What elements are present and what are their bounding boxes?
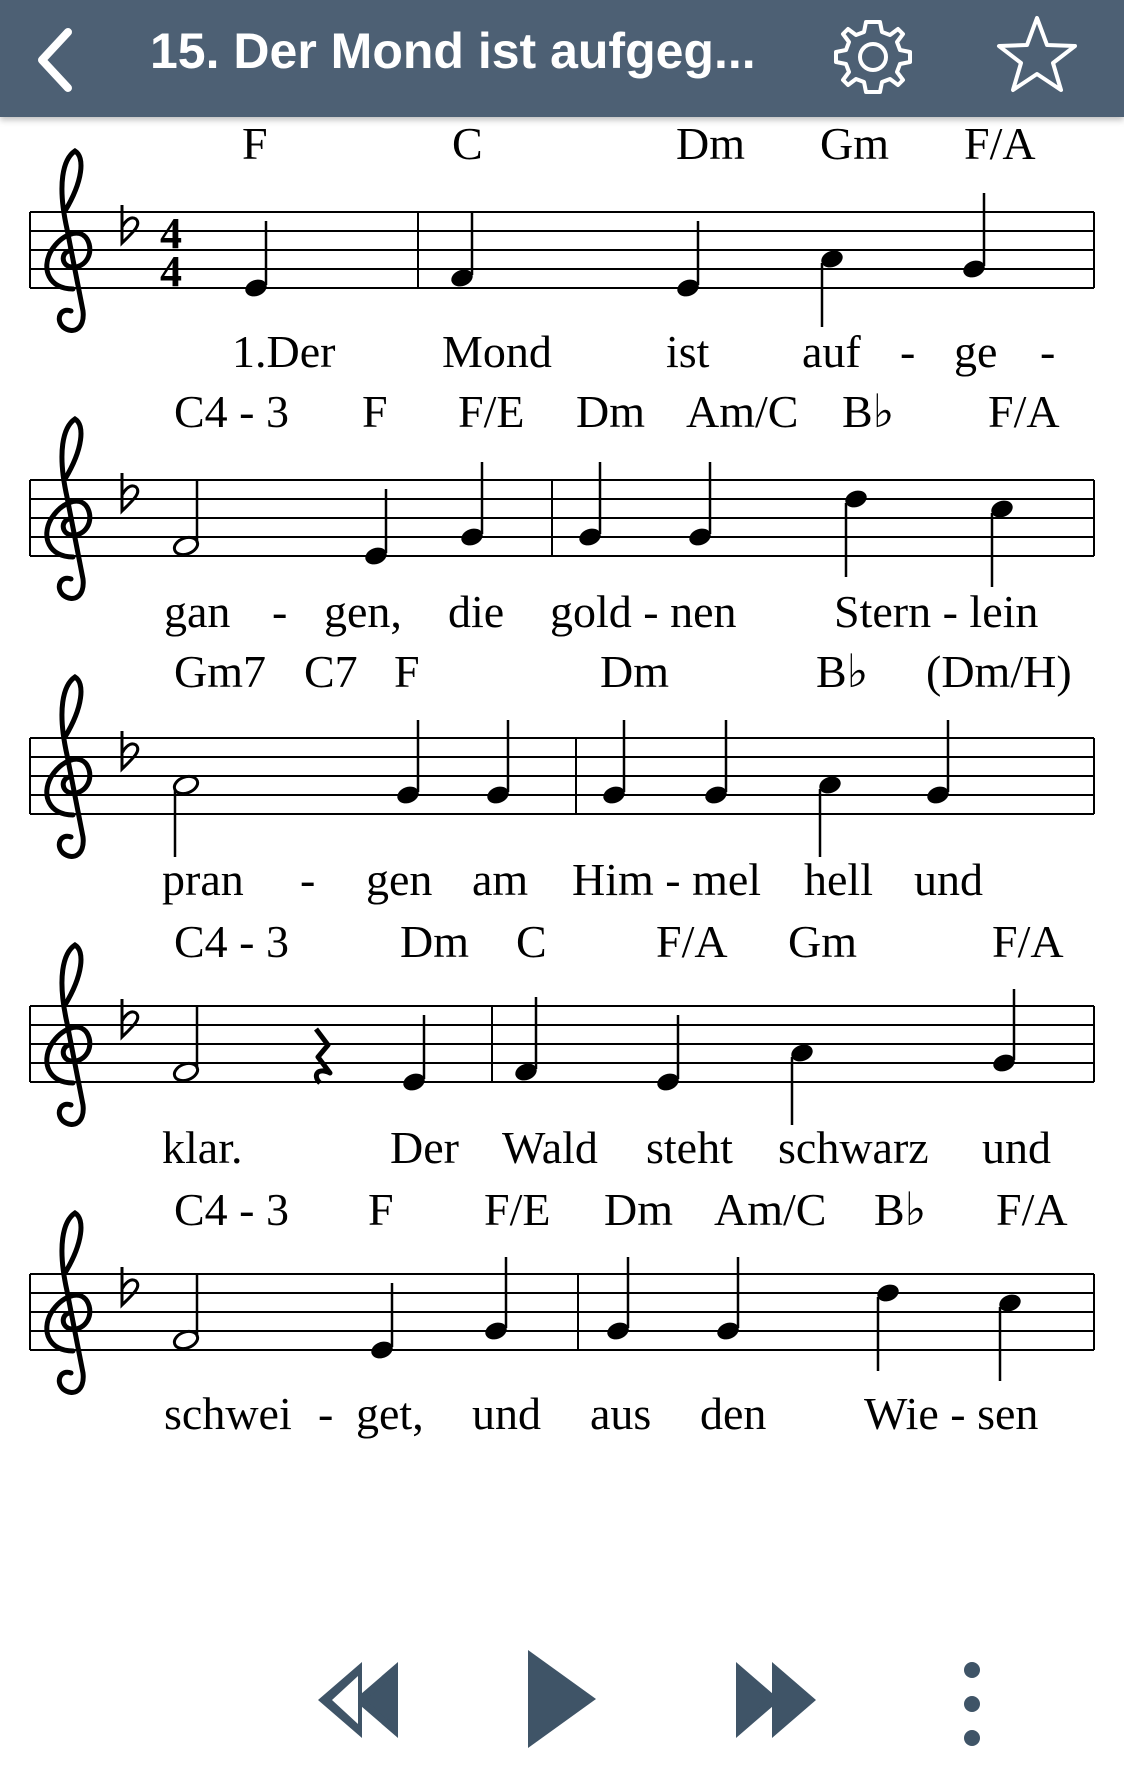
lyric: 1.Der xyxy=(232,326,336,377)
time-signature xyxy=(160,209,182,296)
lyric: schwarz xyxy=(778,1122,929,1173)
svg-text:4: 4 xyxy=(160,247,182,296)
lyric: - xyxy=(272,586,288,637)
lyric: am xyxy=(472,854,529,905)
notes xyxy=(172,1257,1023,1381)
lyric: und xyxy=(472,1388,541,1439)
chord: F xyxy=(368,1184,394,1235)
music-system-1 xyxy=(30,118,1094,377)
more-vertical-icon xyxy=(950,1654,994,1754)
lyric: schwei xyxy=(164,1388,292,1439)
fast-forward-button[interactable] xyxy=(722,1650,822,1750)
chord: F xyxy=(394,646,420,697)
back-button[interactable] xyxy=(18,20,98,100)
lyric: hell xyxy=(804,854,873,905)
staff xyxy=(30,480,1094,556)
chevron-left-icon xyxy=(18,20,98,100)
chord: F/A xyxy=(964,118,1036,169)
lyric: get, xyxy=(356,1388,424,1439)
chord: F/E xyxy=(458,386,525,437)
chord: C4 - 3 xyxy=(174,1184,289,1235)
chord: Dm xyxy=(604,1184,673,1235)
chord: Gm7 xyxy=(174,646,266,697)
lyric: Stern - lein xyxy=(834,586,1039,637)
playback-controls xyxy=(0,1610,1124,1760)
chord: F/A xyxy=(992,916,1064,967)
treble-clef-icon xyxy=(47,1213,90,1392)
chord: Am/C xyxy=(714,1184,827,1235)
chord: C4 - 3 xyxy=(174,386,289,437)
gear-icon xyxy=(828,12,918,102)
lyric: Mond xyxy=(442,326,552,377)
chord-row xyxy=(174,1184,1068,1235)
lyrics-row xyxy=(164,1388,1038,1439)
header-bar xyxy=(0,0,1124,117)
flat-icon xyxy=(122,1267,138,1305)
chord: Dm xyxy=(676,118,745,169)
lyric: - xyxy=(300,854,316,905)
more-button[interactable] xyxy=(950,1654,994,1754)
chord: F/A xyxy=(996,1184,1068,1235)
lyric: - xyxy=(318,1388,334,1439)
lyric: und xyxy=(914,854,983,905)
lyric: ist xyxy=(666,326,710,377)
chord: Dm xyxy=(576,386,645,437)
lyric: gen, xyxy=(324,586,402,637)
chord: C7 xyxy=(304,646,358,697)
rewind-button[interactable] xyxy=(312,1650,412,1750)
chord: B♭ xyxy=(874,1184,927,1235)
chord: Gm xyxy=(820,118,889,169)
lyric: auf xyxy=(802,326,861,377)
lyric: Wald xyxy=(502,1122,598,1173)
lyric: - xyxy=(900,326,916,377)
treble-clef-icon xyxy=(47,945,90,1124)
staff xyxy=(30,1006,1094,1082)
music-system-4 xyxy=(30,916,1094,1173)
lyric: die xyxy=(448,586,505,637)
notes xyxy=(243,193,987,327)
chord: F xyxy=(242,118,268,169)
flat-icon xyxy=(122,473,138,511)
music-system-3 xyxy=(30,646,1094,905)
star-outline-icon xyxy=(992,10,1082,100)
chord-row xyxy=(174,646,1072,697)
lyric: gan xyxy=(164,586,231,637)
lyric: und xyxy=(982,1122,1051,1173)
chord: Gm xyxy=(788,916,857,967)
music-system-2 xyxy=(30,386,1094,637)
play-button[interactable] xyxy=(522,1644,602,1754)
lyric: Der xyxy=(390,1122,459,1173)
lyric: - xyxy=(1040,326,1056,377)
chord: C4 - 3 xyxy=(174,916,289,967)
chord: C xyxy=(452,118,483,169)
staff xyxy=(30,212,1094,288)
chord: C xyxy=(516,916,547,967)
svg-text:4: 4 xyxy=(160,209,182,258)
lyric: steht xyxy=(646,1122,733,1173)
flat-icon xyxy=(122,205,138,243)
lyric: den xyxy=(700,1388,767,1439)
lyric: gold - nen xyxy=(550,586,737,637)
sheet-music xyxy=(0,117,1124,1497)
lyric: pran xyxy=(162,854,244,905)
lyrics-row xyxy=(162,1122,1051,1173)
chord: B♭ xyxy=(816,646,869,697)
flat-icon xyxy=(122,731,138,769)
chord: F/E xyxy=(484,1184,551,1235)
lyric: Him - mel xyxy=(572,854,762,905)
favorite-button[interactable] xyxy=(992,10,1082,100)
chord-row xyxy=(242,118,1036,169)
quarter-rest-icon xyxy=(316,1029,330,1083)
lyric: klar. xyxy=(162,1122,243,1173)
play-icon xyxy=(522,1644,602,1754)
fast-forward-icon xyxy=(722,1650,822,1750)
treble-clef-icon xyxy=(47,151,90,330)
page-title: 15. Der Mond ist aufgeg... xyxy=(150,23,756,79)
chord: F/A xyxy=(988,386,1060,437)
chord: (Dm/H) xyxy=(926,646,1072,697)
notes xyxy=(172,989,1017,1125)
rewind-icon xyxy=(312,1650,412,1750)
chord: B♭ xyxy=(842,386,895,437)
notes xyxy=(172,720,951,857)
lyric: gen xyxy=(366,854,433,905)
lyrics-row xyxy=(164,586,1038,637)
treble-clef-icon xyxy=(47,677,90,856)
lyric: Wie - sen xyxy=(864,1388,1039,1439)
lyric: aus xyxy=(590,1388,652,1439)
chord-row xyxy=(174,386,1060,437)
chord-row xyxy=(174,916,1064,967)
settings-button[interactable] xyxy=(828,12,918,102)
chord: Dm xyxy=(400,916,469,967)
chord: F xyxy=(362,386,388,437)
staff xyxy=(30,1274,1094,1350)
chord: Dm xyxy=(600,646,669,697)
lyric: ge xyxy=(954,326,998,377)
chord: Am/C xyxy=(686,386,799,437)
flat-icon xyxy=(122,999,138,1037)
music-system-5 xyxy=(30,1184,1094,1439)
lyrics-row xyxy=(162,854,983,905)
lyrics-row xyxy=(232,326,1055,377)
treble-clef-icon xyxy=(47,419,90,598)
chord: F/A xyxy=(656,916,728,967)
